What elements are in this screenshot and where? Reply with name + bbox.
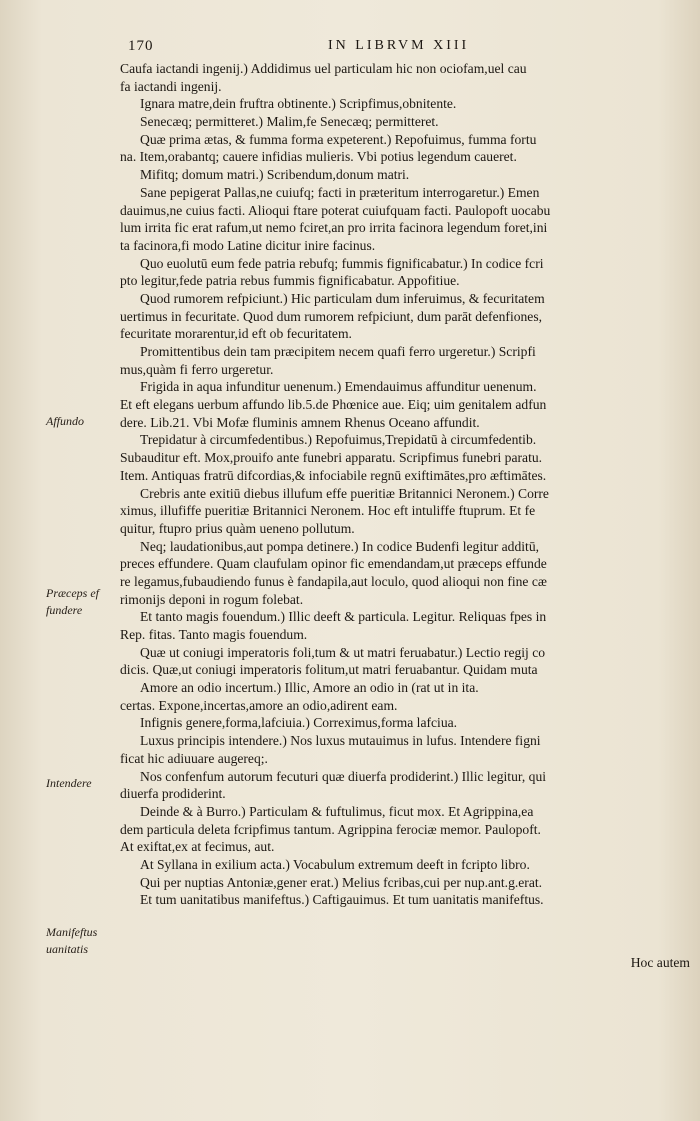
text-line: dauimus,ne cuius facti. Alioqui ftare poterat cuiufquam facti. Paulopoft uocabu — [120, 202, 551, 218]
marginal-note-manifestus-2: uanitatis — [46, 942, 89, 956]
text-line: Senecæq; permitteret.) Malim,fe Senecæq; permitteret. — [140, 114, 439, 130]
text-line: Et eft elegans uerbum affundo lib.5.de Phœnice aue. Eiq; uim genitalem adfun — [120, 397, 547, 413]
text-line: dere. Lib.21. Vbi Mofæ fluminis amnem Rhenus Oceano affundit. — [120, 414, 480, 430]
text-line: Item. Antiquas fratrū difcordias,& infociabile regnū exiftimātes,pro æftimātes. — [120, 467, 547, 483]
text-line: Et tum uanitatibus manifeftus.) Caftigauimus. Et tum uanitatis manifeftus. — [140, 892, 544, 908]
text-line: Deinde & à Burro.) Particulam & fuftulimus, ficut mox. Et Agrippina,ea — [140, 803, 534, 819]
marginal-note-intendere: Intendere — [46, 776, 92, 790]
text-line: Neq; laudationibus,aut pompa detinere.) In codice Budenfi legitur additū, — [140, 538, 540, 554]
text-line: Amore an odio incertum.) Illic, Amore an odio in (rat ut in ita. — [140, 680, 479, 696]
marginal-note-praeceps-1: Præceps ef — [46, 586, 99, 600]
marginal-note-affundo: Affundo — [46, 414, 84, 428]
text-line: na. Item,orabantq; cauere infidias mulieris. Vbi potius legendum caueret. — [120, 149, 517, 165]
page-header — [128, 38, 548, 58]
text-line: certas. Expone,incertas,amore an odio,adirent eam. — [120, 697, 398, 713]
text-line: uertimus in fecuritate. Quod dum rumorem refpiciunt, dum parāt defenfiones, — [120, 308, 543, 324]
page-number: 170 — [128, 38, 154, 54]
text-line: Caufa iactandi ingenij.) Addidimus uel particulam hic non ociofam,uel cau — [120, 61, 527, 76]
text-line: Infignis genere,forma,lafciuia.) Correximus,forma lafciua. — [140, 715, 458, 731]
marginal-note-manifestus-1: Manifeftus — [46, 925, 98, 939]
text-line: Ignara matre,dein fruftra obtinente.) Scripfimus,obnitente. — [140, 96, 457, 112]
text-line: Quod rumorem refpiciunt.) Hic particulam dum inferuimus, & fecuritatem — [140, 290, 545, 306]
text-line: quitur, ftupro prius quàm ueneno pollutum. — [120, 520, 355, 536]
text-line: mus,quàm fi ferro urgeretur. — [120, 361, 274, 377]
text-line: rimonijs deponi in rogum folebat. — [120, 591, 304, 607]
text-line: At Syllana in exilium acta.) Vocabulum extremum deeft in fcripto libro. — [140, 856, 530, 872]
text-line: Qui per nuptias Antoniæ,gener erat.) Melius fcribas,cui per nup.ant.g.erat. — [140, 874, 543, 890]
text-line: ta facinora,fi modo Latine dicitur inire facinus. — [120, 237, 376, 253]
text-line: dicis. Quæ,ut coniugi imperatoris folitum,ut matri feruabantur. Quidam muta — [120, 662, 538, 678]
text-line: Nos confenfum autorum fecuturi quæ diuerfa prodiderint.) Illic legitur, qui — [140, 768, 547, 784]
text-line: At exiftat,ex at fecimus, aut. — [120, 839, 275, 855]
text-line: re legamus,fubaudiendo funus è fandapila,aut loculo, quod alioqui non fine cæ — [120, 573, 547, 589]
text-line: ximus, illufiffe pueritiæ Britannici Neronem. Hoc eft intuliffe ftuprum. Et fe — [120, 503, 536, 519]
text-line: Crebris ante exitiū diebus illufum effe pueritiæ Britannici Neronem.) Corre — [140, 485, 549, 501]
text-line: Luxus principis intendere.) Nos luxus mutauimus in lufus. Intendere figni — [140, 733, 541, 749]
text-line: Quæ prima ætas, & fumma forma expeterent.) Repofuimus, fumma fortu — [140, 131, 537, 147]
text-line: Sane pepigerat Pallas,ne cuiufq; facti in præteritum interrogaretur.) Emen — [140, 184, 540, 200]
text-line: Rep. fitas. Tanto magis fouendum. — [120, 627, 308, 642]
commentary-text — [120, 60, 692, 909]
text-line: Quæ ut coniugi imperatoris foli,tum & ut matri feruabatur.) Lectio regij co — [140, 644, 546, 660]
text-line: lum irrita fic erat rafum,ut nemo fciret,an pro irrita facinora legendum foret,ini — [120, 220, 548, 236]
marginal-note-praeceps-2: fundere — [46, 603, 83, 617]
text-line: fecuritate morarentur,id eft ob fecuritatem. — [120, 326, 352, 342]
text-line: Et tanto magis fouendum.) Illic deeft & particula. Legitur. Reliquas fpes in — [140, 609, 547, 625]
catchword: Hoc autem — [630, 955, 690, 970]
text-line: diuerfa prodiderint. — [120, 786, 226, 802]
text-line: Trepidatur à circumfedentibus.) Repofuimus,Trepidatū à circumfedentib. — [140, 432, 537, 448]
text-line: Subauditur eft. Mox,prouifo ante funebri apparatu. Scripfimus funebri paratu. — [120, 450, 543, 466]
text-line: ficat hic adiuuare augereq;. — [120, 750, 268, 766]
text-line: Frigida in aqua infunditur uenenum.) Emendauimus affunditur uenenum. — [140, 379, 537, 395]
text-line: fa iactandi ingenij. — [120, 78, 222, 94]
text-line: Promittentibus dein tam præcipitem necem quafi ferro urgeretur.) Scripfi — [140, 344, 536, 359]
text-line: pto legitur,fede patria rebus fummis fignificabatur. Appofitiue. — [120, 273, 460, 289]
text-line: dem particula deleta fcripfimus tantum. Agrippina ferociæ memor. Paulopoft. — [120, 821, 541, 837]
text-line: Mifitq; domum matri.) Scribendum,donum matri. — [140, 167, 410, 183]
text-line: Quo euolutū eum fede patria rebufq; fummis fignificabatur.) In codice fcri — [140, 255, 544, 271]
running-title: IN LIBRVM XIII — [328, 38, 470, 53]
text-line: preces effundere. Quam claufulam opinor fic emendandam,ut præceps effunde — [120, 556, 547, 572]
